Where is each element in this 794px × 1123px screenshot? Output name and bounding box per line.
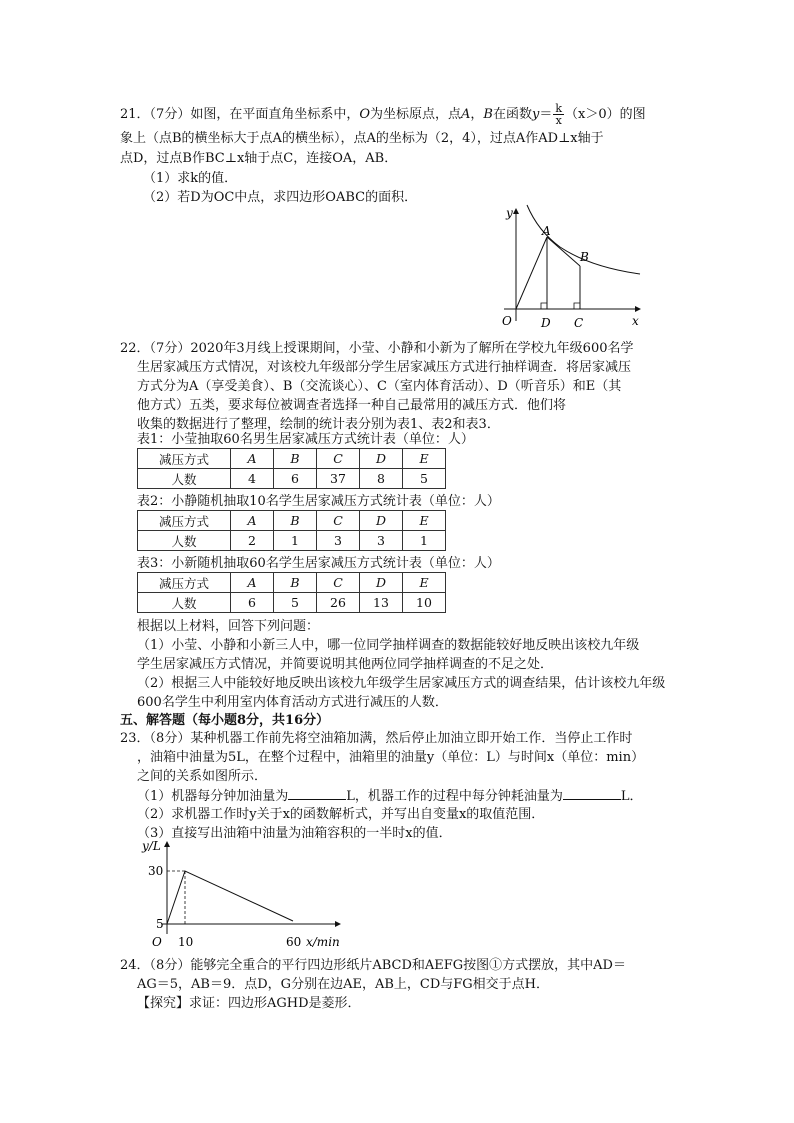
table-cell: 人数: [138, 531, 231, 551]
q23-figure: [140, 838, 350, 953]
table-cell: 5: [403, 469, 446, 489]
label-o: O: [502, 314, 512, 328]
label-c: C: [574, 316, 584, 330]
oil-graph: [167, 871, 293, 924]
table-cell: 6: [274, 469, 317, 489]
label-xlabel: x/min: [306, 935, 340, 949]
table-cell: 1: [403, 531, 446, 551]
table-cell: 减压方式: [138, 449, 231, 469]
label-origin: O: [152, 935, 162, 949]
segment-ab: [547, 237, 580, 266]
table-cell: E: [403, 573, 446, 593]
table-cell: 减压方式: [138, 573, 231, 593]
answer-blank-1: [288, 787, 346, 800]
q22-sub-1a: （1）小莹、小静和小新三人中，哪一位同学抽样调查的数据能较好地反映出该校九年级: [137, 638, 640, 653]
right-angle-c: [574, 303, 580, 309]
table-cell: 5: [274, 593, 317, 613]
figure-ref: ①: [489, 958, 503, 973]
q22-sub-2a: （2）根据三人中能较好地反映出该校九年级学生居家减压方式的调查结果，估计该校九年级: [137, 676, 666, 691]
q23-sub-3: （3）直接写出油箱中油量为油箱容积的一半时x的值．: [137, 826, 452, 841]
q22-sub-1b: 学生居家减压方式情况，并简要说明其他两位同学抽样调查的不足之处．: [137, 657, 554, 672]
q22-line-2: 生居家减压方式情况，对该校九年级部分学生居家减压方式进行抽样调查．将居家减压: [137, 360, 632, 375]
q22-after: 根据以上材料，回答下列问题：: [137, 619, 320, 634]
table-3-title: 表3：小新随机抽取60名学生居家减压方式统计表（单位：人）: [137, 556, 500, 571]
segment-oa: [516, 237, 547, 309]
q24-line-2: AG＝5，AB＝9．点D，G分别在边AE，AB上，CD与FG相交于点H．: [137, 977, 549, 992]
q21-line-1: 21．（7分）如图，在平面直角坐标系中，O为坐标原点，点A，B在函数y＝ $\frac{k}{x}$ （x＞0）的图: [120, 102, 646, 127]
q23-line-1: 23．（8分）某种机器工作前先将空油箱加满，然后停止加油立即开始工作．当停止工作时: [120, 731, 633, 746]
table-row: [138, 511, 446, 531]
label-b: B: [580, 250, 589, 264]
table-cell: D: [360, 449, 403, 469]
table-2-title: 表2：小静随机抽取10名学生居家减压方式统计表（单位：人）: [137, 494, 500, 509]
table-cell: 2: [231, 531, 274, 551]
tick-5: 5: [156, 917, 164, 931]
table-cell: 8: [360, 469, 403, 489]
section-5-heading: 五、解答题（每小题8分，共16分）: [120, 713, 330, 728]
table-row: [138, 531, 446, 551]
label-ylabel: y/L: [142, 839, 161, 853]
table-cell: B: [274, 449, 317, 469]
table-cell: 1: [274, 531, 317, 551]
table-cell: A: [231, 449, 274, 469]
table-cell: 13: [360, 593, 403, 613]
tick-30: 30: [148, 864, 164, 878]
table-cell: C: [317, 573, 360, 593]
q22-line-4: 他方式）五类，要求每位被调查者选择一种自己最常用的减压方式．他们将: [137, 398, 567, 413]
q24-line-3: 【探究】求证：四边形AGHD是菱形．: [137, 996, 361, 1011]
table-row: [138, 593, 446, 613]
q21-sub-1: （1）求k的值．: [143, 171, 238, 186]
q21-line-2: 象上（点B的横坐标大于点A的横坐标），点A的坐标为（2，4），过点A作AD⊥x轴于: [120, 131, 604, 146]
label-y: y: [506, 206, 513, 220]
table-cell: 减压方式: [138, 511, 231, 531]
table-cell: E: [403, 511, 446, 531]
table-cell: 6: [231, 593, 274, 613]
table-1-title: 表1：小莹抽取60名男生居家减压方式统计表（单位：人）: [137, 432, 474, 447]
table-cell: A: [231, 573, 274, 593]
table-cell: 人数: [138, 469, 231, 489]
table-cell: B: [274, 511, 317, 531]
table-cell: A: [231, 511, 274, 531]
q21-line-3: 点D，过点B作BC⊥x轴于点C，连接OA，AB．: [120, 151, 398, 166]
table-row: [138, 573, 446, 593]
label-x: x: [632, 314, 639, 328]
table-cell: C: [317, 511, 360, 531]
table-cell: 37: [317, 469, 360, 489]
q22-sub-2b: 600名学生中利用室内体育活动方式进行减压的人数．: [137, 695, 448, 710]
table-cell: 人数: [138, 593, 231, 613]
q23-line-3: 之间的关系如图所示．: [137, 769, 268, 784]
q22-line-5: 收集的数据进行了整理，绘制的统计表分别为表1、表2和表3．: [137, 417, 500, 432]
q24-line-1: 24．（8分）能够完全重合的平行四边形纸片ABCD和AEFG按图①方式摆放，其中AD＝: [120, 958, 626, 973]
label-a: A: [542, 224, 551, 238]
table-cell: 10: [403, 593, 446, 613]
table-cell: 26: [317, 593, 360, 613]
table-cell: B: [274, 573, 317, 593]
table-cell: 3: [360, 531, 403, 551]
label-d: D: [541, 316, 551, 330]
q23-sub-2: （2）求机器工作时y关于x的函数解析式，并写出自变量x的取值范围．: [137, 807, 545, 822]
fraction-k-over-x: $\frac{k}{x}$: [555, 102, 563, 127]
q22-line-3: 方式分为A（享受美食）、B（交流谈心）、C（室内体育活动）、D（听音乐）和E（其: [137, 379, 622, 394]
q23-line-2: ，油箱中油量为5L，在整个过程中，油箱里的油量y（单位：L）与时间x（单位：min）: [137, 750, 645, 765]
table-cell: 4: [231, 469, 274, 489]
table-2: [137, 510, 446, 551]
table-cell: 3: [317, 531, 360, 551]
table-1: [137, 448, 446, 489]
q21-sub-2: （2）若D为OC中点，求四边形OABC的面积．: [143, 190, 418, 205]
table-cell: E: [403, 449, 446, 469]
table-cell: C: [317, 449, 360, 469]
table-cell: D: [360, 573, 403, 593]
table-cell: D: [360, 511, 403, 531]
table-3: [137, 572, 446, 613]
table-row: [138, 449, 446, 469]
right-angle-d: [541, 303, 547, 309]
q21-figure: [490, 203, 660, 333]
tick-10: 10: [178, 935, 194, 949]
q23-sub-1: （1）机器每分钟加油量为 L，机器工作的过程中每分钟耗油量为 L．: [137, 789, 643, 804]
q22-line-1: 22．（7分）2020年3月线上授课期间，小莹、小静和小新为了解所在学校九年级600名学: [120, 341, 634, 356]
answer-blank-2: [563, 787, 621, 800]
table-row: [138, 469, 446, 489]
tick-60: 60: [286, 935, 302, 949]
